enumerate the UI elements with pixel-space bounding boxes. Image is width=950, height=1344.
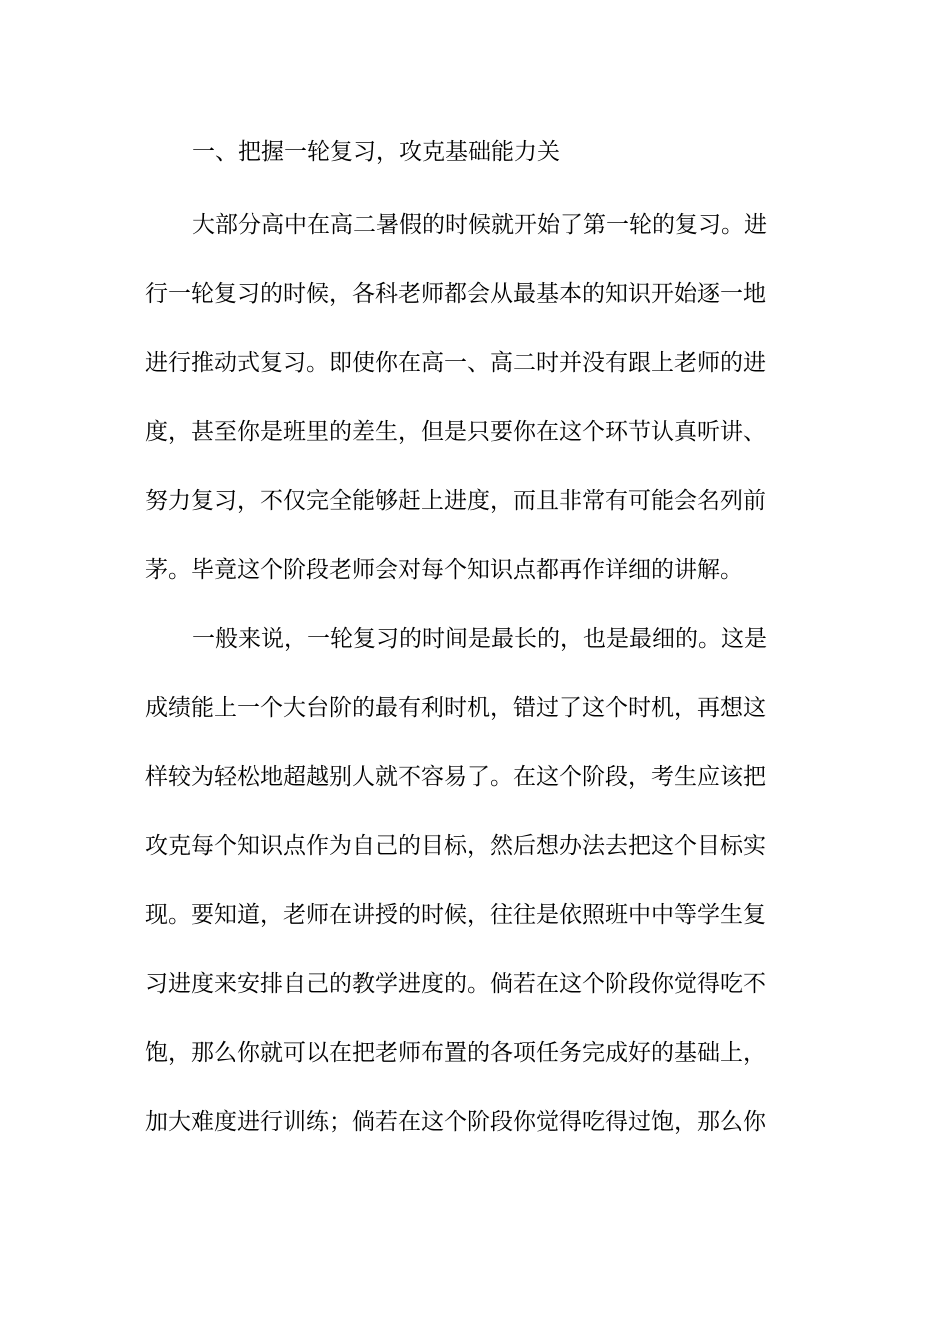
paragraph-line: 茅。毕竟这个阶段老师会对每个知识点都再作详细的讲解。 [145,557,743,583]
paragraph-line: 成绩能上一个大台阶的最有利时机，错过了这个时机，再想这 [145,695,766,721]
paragraph-line: 饱，那么你就可以在把老师布置的各项任务完成好的基础上， [145,1040,766,1066]
paragraph-line: 样较为轻松地超越别人就不容易了。在这个阶段，考生应该把 [145,764,766,790]
paragraph-line: 一般来说，一轮复习的时间是最长的，也是最细的。这是 [192,626,767,652]
paragraph-line: 攻克每个知识点作为自己的目标，然后想办法去把这个目标实 [145,833,766,859]
paragraph-line: 度，甚至你是班里的差生，但是只要你在这个环节认真听讲、 [145,419,766,445]
paragraph-line: 大部分高中在高二暑假的时候就开始了第一轮的复习。进 [192,212,767,238]
paragraph-line: 现。要知道，老师在讲授的时候，往往是依照班中中等学生复 [145,902,766,928]
paragraph-line: 行一轮复习的时候，各科老师都会从最基本的知识开始逐一地 [145,281,766,307]
section-heading: 一、把握一轮复习，攻克基础能力关 [192,139,560,165]
paragraph-line: 习进度来安排自己的教学进度的。倘若在这个阶段你觉得吃不 [145,971,766,997]
paragraph-line: 进行推动式复习。即使你在高一、高二时并没有跟上老师的进 [145,350,766,376]
paragraph-line: 加大难度进行训练；倘若在这个阶段你觉得吃得过饱，那么你 [145,1109,766,1135]
paragraph-line: 努力复习，不仅完全能够赶上进度，而且非常有可能会名列前 [145,488,766,514]
